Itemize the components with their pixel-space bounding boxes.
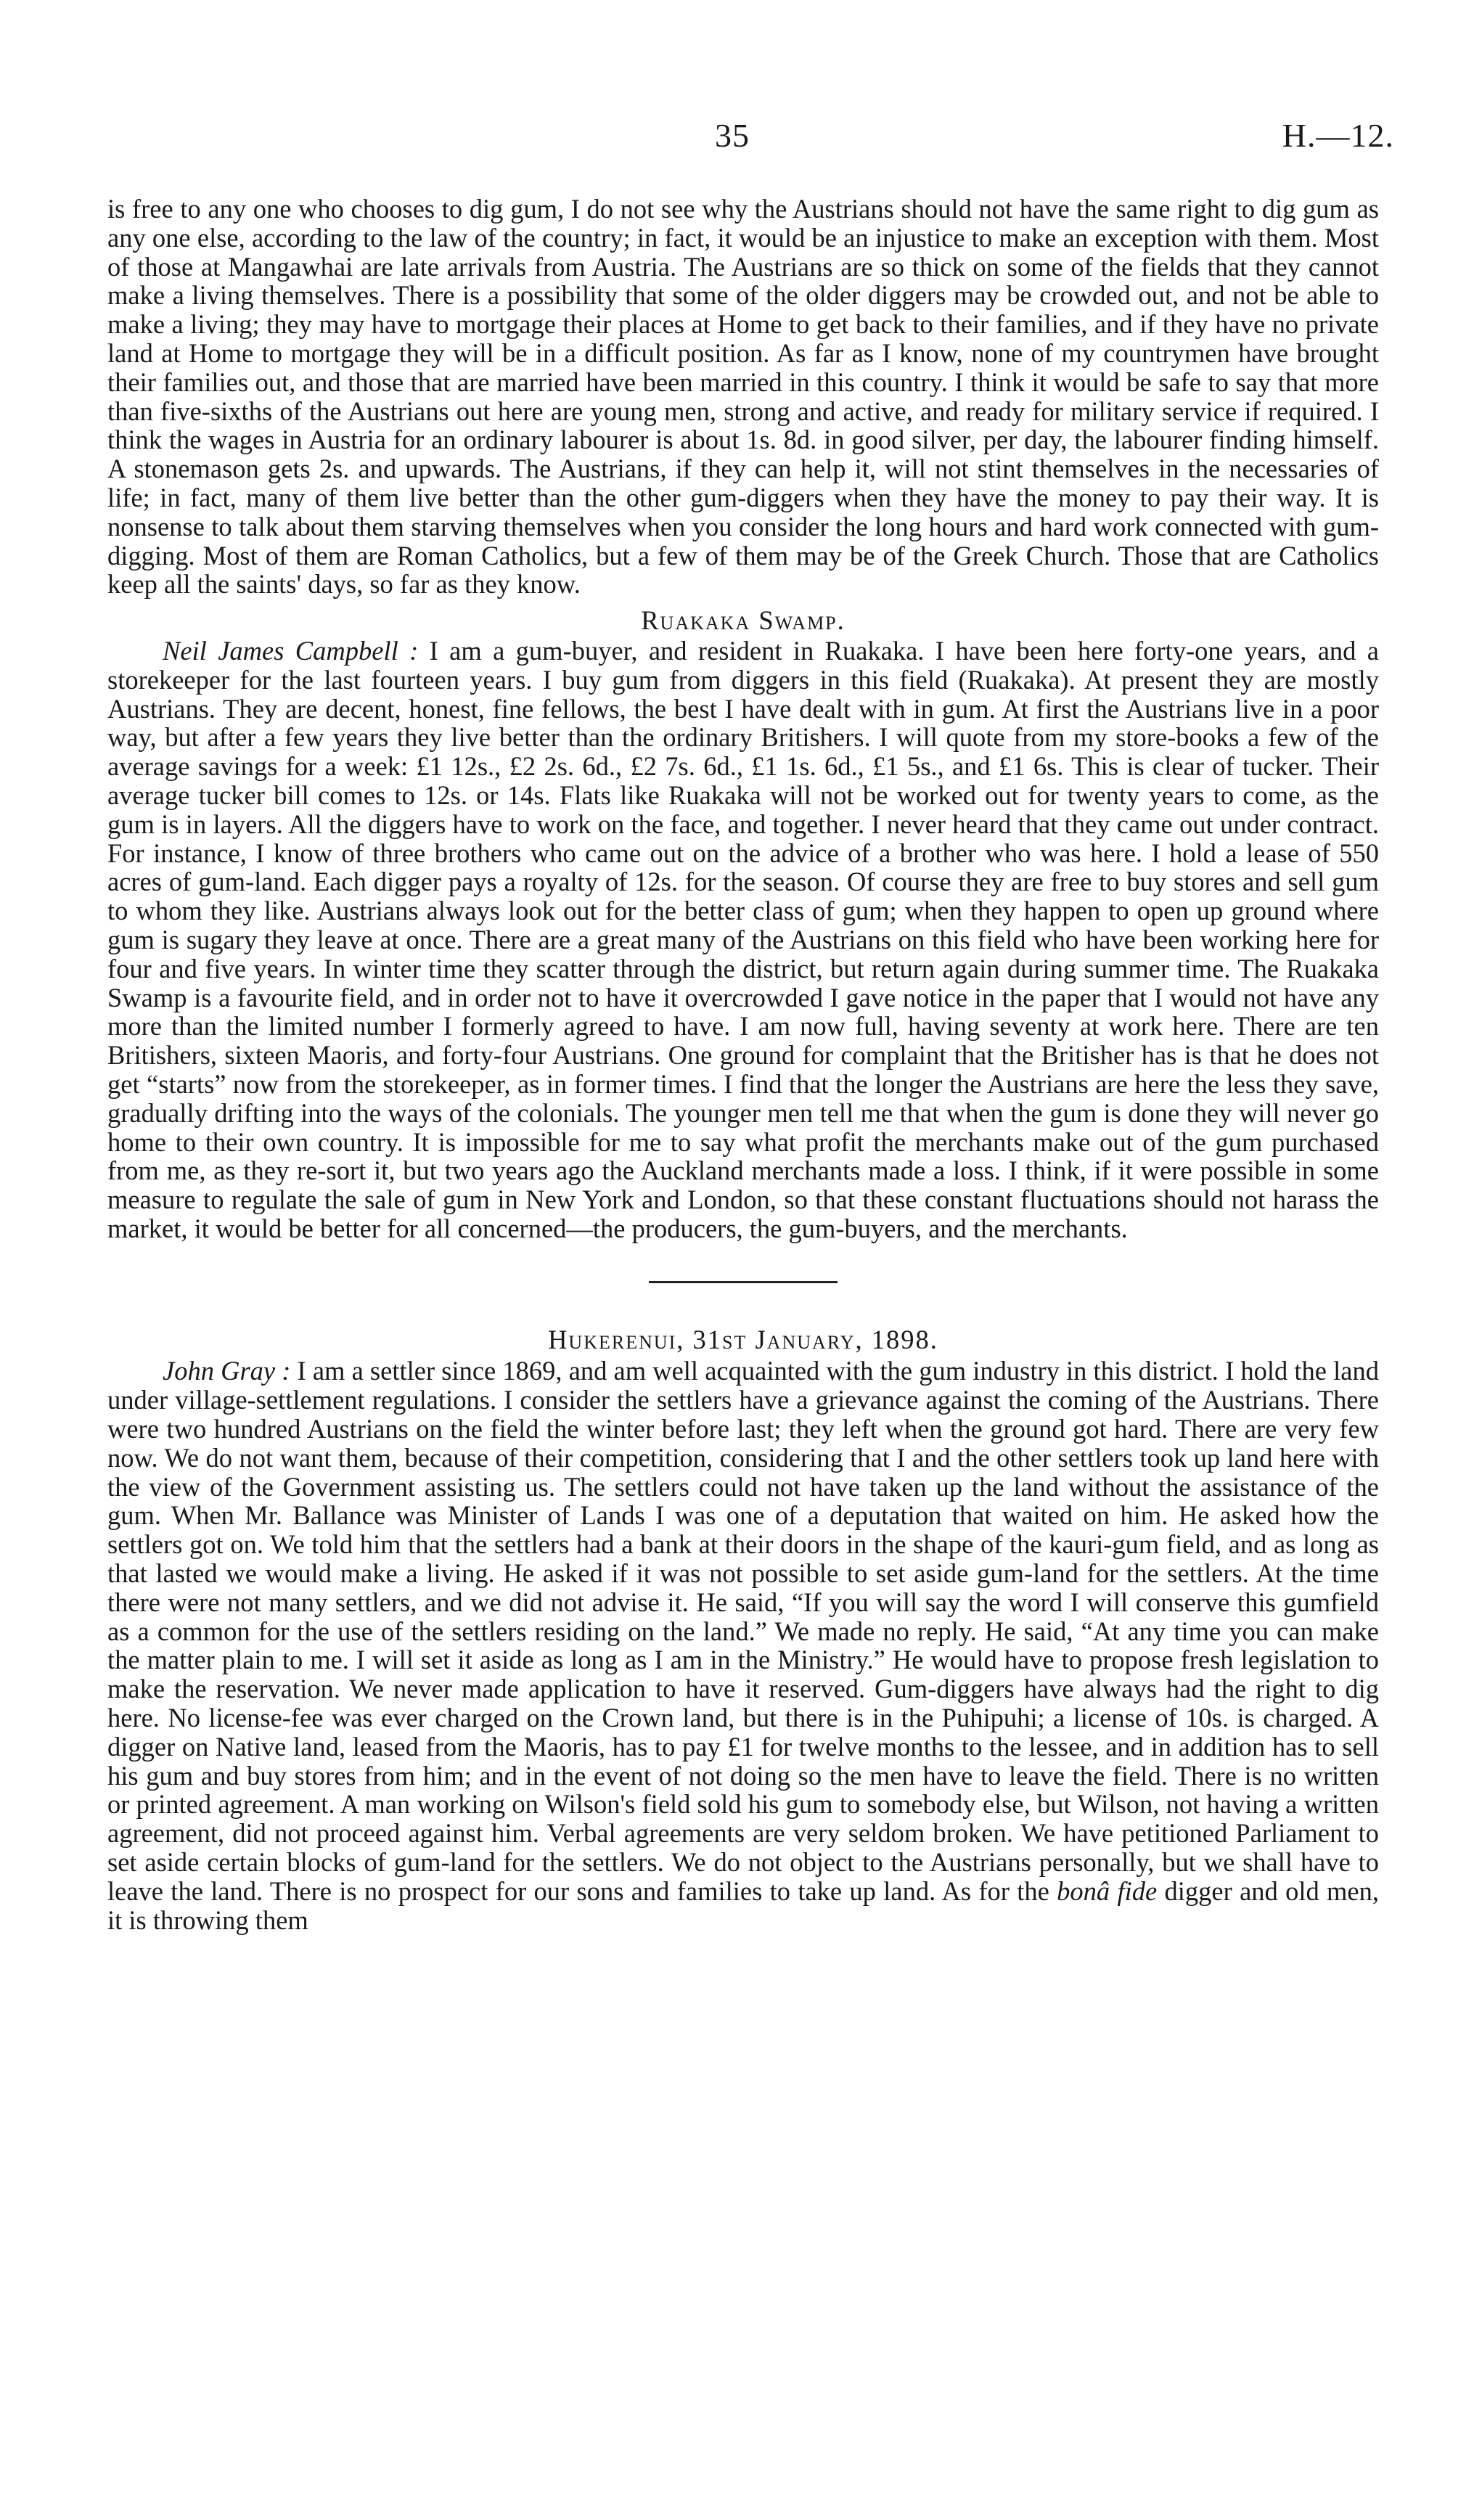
section-heading-ruakaka: Ruakaka Swamp. <box>641 605 845 636</box>
italic-phrase: bonâ fide <box>1057 1875 1158 1906</box>
section-heading-hukerenui: Hukerenui, 31st January, 1898. <box>548 1324 938 1354</box>
speaker-name-gray: John Gray : <box>163 1356 291 1386</box>
document-reference: H.—12. <box>1282 117 1394 154</box>
campbell-testimony-text: I am a gum-buyer, and resident in Ruakaka. I have been here forty-one years, and a storekeeper for the last fourteen years. I buy gum from diggers in this field (Ruakaka). At present they are mostly Austrians. They are decent, honest, fine fellows, the best I have dealt with in gum. At first the Austrians live in a poor way, but after a few years they live better than the ordinary Britishers. I will quote from my store-books a few of the average savings for a week: £1 12s., £2 2s. 6d., £2 7s. 6d., £1 1s. 6d., £1 5s., and £1 6s. This is clear of tucker. Their average tucker bill comes to 12s. or 14s. Flats like Ruakaka will not be worked out for twenty years to come, as the gum is in layers. All the diggers have to work on the face, and together. I never heard that they came out under contract. For instance, I know of three brothers who came out on the advice of a brother who was here. I hold a lease of 550 acres of gum-land. Each digger pays a royalty of 12s. for the season. Of course they are free to buy stores and sell gum to whom they like. Austrians always look out for the better class of gum; when they happen to open up ground where gum is sugary they leave at once. There are a great many of the Austrians on this field who have been working here for four and five years. In winter time they scatter through the district, but return again during summer time. The Ruakaka Swamp is a favourite field, and in order not to have it overcrowded I gave notice in the paper that I would not have any more than the limited number I formerly agreed to have. I am now full, having seventy at work here. There are ten Britishers, sixteen Maoris, and forty-four Austrians. One ground for complaint that the Britisher has is that he does not get “starts” now from the storekeeper, as in former times. I find that the longer the Austrians are here the less they save, gradually drifting into the ways of the colonials. The younger men tell me that when the gum is done they will never go home to their own country. It is impossible for me to say what profit the merchants make out of the gum purchased from me, as they re-sort it, but two years ago the Auckland merchants made a loss. I think, if it were possible in some measure to regulate the sale of gum in New York and London, so that these constant fluctuations should not harass the market, it would be better for all concerned—the producers, the gum-buyers, and the merchants. <box>107 635 1379 1243</box>
campbell-testimony <box>107 637 1379 1243</box>
continuation-paragraph: is free to any one who chooses to dig gum, I do not see why the Austrians should not have the same right to dig gum as any one else, according to the law of the country; in fact, it would be an injustice to make an exception with them. Most of those at Mangawhai are late arrivals from Austria. The Austrians are so thick on some of the fields that they cannot make a living themselves. There is a possibility that some of the older diggers may be crowded out, and not be able to make a living; they may have to mortgage their places at Home to get back to their families, and if they have no private land at Home to mortgage they will be in a difficult position. As far as I know, none of my countrymen have brought their families out, and those that are married have been married in this country. I think it would be safe to say that more than five-sixths of the Austrians out here are young men, strong and active, and ready for military service if required. I think the wages in Austria for an ordinary labourer is about 1s. 8d. in good silver, per day, the labourer finding himself. A stonemason gets 2s. and upwards. The Austrians, if they can help it, will not stint themselves in the necessaries of life; in fact, many of them live better than the other gum-diggers when they have the money to pay their way. It is nonsense to talk about them starving themselves when you consider the long hours and hard work connected with gum-digging. Most of them are Roman Catholics, but a few of them may be of the Greek Church. Those that are Catholics keep all the saints' days, so far as they know. <box>107 194 1379 600</box>
page-number: 35 <box>715 117 750 154</box>
section-divider <box>649 1281 838 1283</box>
gray-testimony-text-end: digger and old men, it is throwing them <box>107 1875 1380 1935</box>
gray-testimony <box>107 1357 1379 1934</box>
speaker-name-campbell: Neil James Campbell : <box>163 635 419 666</box>
text-column <box>107 195 1379 1934</box>
gray-testimony-text: I am a settler since 1869, and am well acquainted with the gum industry in this district. I hold the land under village-settlement regulations. I consider the settlers have a grievance against the coming of the Austrians. There were two hundred Austrians on the field the winter before last; they left when the ground got hard. There are very few now. We do not want them, because of their competition, considering that I and the other settlers took up land here with the view of the Government assisting us. The settlers could not have taken up the land without the assistance of the gum. When Mr. Ballance was Minister of Lands I was one of a deputation that waited on him. He asked how the settlers got on. We told him that the settlers had a bank at their doors in the shape of the kauri-gum field, and as long as that lasted we would make a living. He asked if it was not possible to set aside gum-land for the settlers. At the time there were not many settlers, and we did not advise it. He said, “If you will say the word I will conserve this gumfield as a common for the use of the settlers residing on the land.” We made no reply. He said, “At any time you can make the matter plain to me. I will set it aside as long as I am in the Ministry.” He would have to propose fresh legislation to make the reservation. We never made application to have it reserved. Gum-diggers have always had the right to dig here. No license-fee was ever charged on the Crown land, but there is in the Puhipuhi; a license of 10s. is charged. A digger on Native land, leased from the Maoris, has to pay £1 for twelve months to the lessee, and in addition has to sell his gum and buy stores from him; and in the event of not doing so the men have to leave the field. There is no written or printed agreement. A man working on Wilson's field sold his gum to somebody else, but Wilson, not having a written agreement, did not proceed against him. Verbal agreements are very seldom broken. We have petitioned Parliament to set aside certain blocks of gum-land for the settlers. We do not object to the Austrians personally, but we shall have to leave the land. There is no prospect for our sons and families to take up land. As for the <box>107 1356 1379 1906</box>
